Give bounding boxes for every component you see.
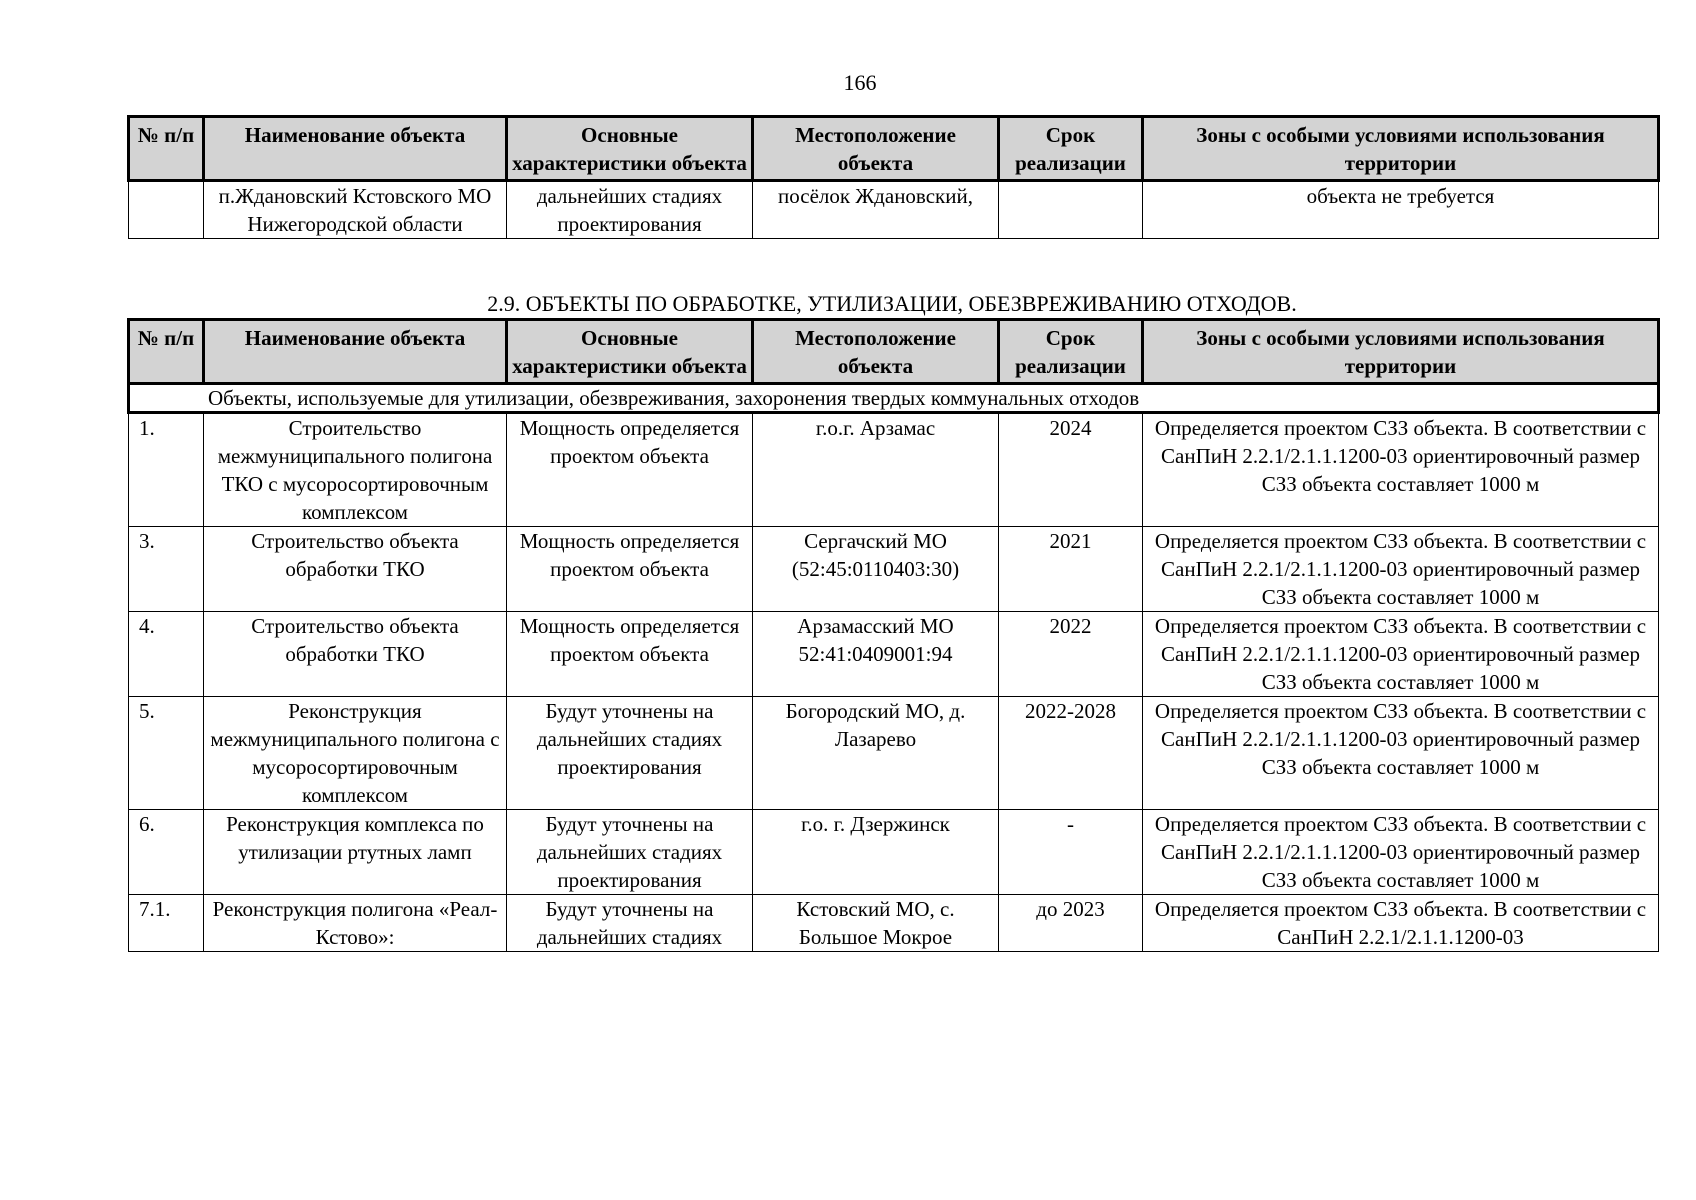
cell-zones: Определяется проектом СЗЗ объекта. В соответствии с СанПиН 2.2.1/2.1.1.1200-03 ориентировочный размер СЗЗ объекта составляет 1000 м	[1143, 413, 1659, 527]
cell-characteristics: Мощность определяется проектом объекта	[507, 413, 753, 527]
header-location: Местоположение объекта	[753, 320, 999, 384]
table-header-row	[129, 117, 1659, 181]
cell-name: Строительство межмуниципального полигона ТКО с мусоросортировочным комплексом	[204, 413, 507, 527]
cell-name: Строительство объекта обработки ТКО	[204, 612, 507, 697]
cell-term: 2021	[999, 527, 1143, 612]
cell-location: Сергачский МО (52:45:0110403:30)	[753, 527, 999, 612]
cell-term: 2022	[999, 612, 1143, 697]
cell-zones: Определяется проектом СЗЗ объекта. В соответствии с СанПиН 2.2.1/2.1.1.1200-03 ориентировочный размер СЗЗ объекта составляет 1000 м	[1143, 810, 1659, 895]
header-location: Местоположение объекта	[753, 117, 999, 181]
cell-characteristics: Будут уточнены на дальнейших стадиях проектирования	[507, 697, 753, 810]
cell-term	[999, 181, 1143, 239]
header-characteristics: Основные характеристики объекта	[507, 320, 753, 384]
header-name: Наименование объекта	[204, 320, 507, 384]
cell-location: г.о. г. Дзержинск	[753, 810, 999, 895]
header-zones: Зоны с особыми условиями использования территории	[1143, 320, 1659, 384]
cell-zones: Определяется проектом СЗЗ объекта. В соответствии с СанПиН 2.2.1/2.1.1.1200-03 ориентировочный размер СЗЗ объекта составляет 1000 м	[1143, 697, 1659, 810]
table-row	[129, 612, 1659, 697]
cell-number: 5.	[129, 697, 204, 810]
table-row	[129, 810, 1659, 895]
cell-characteristics: дальнейших стадиях проектирования	[507, 181, 753, 239]
section-title: 2.9. ОБЪЕКТЫ ПО ОБРАБОТКЕ, УТИЛИЗАЦИИ, ОБЕЗВРЕЖИВАНИЮ ОТХОДОВ.	[487, 291, 1297, 316]
header-zones: Зоны с особыми условиями использования территории	[1143, 117, 1659, 181]
table-row	[129, 895, 1659, 952]
cell-term: 2022-2028	[999, 697, 1143, 810]
table-row	[129, 413, 1659, 527]
cell-characteristics: Мощность определяется проектом объекта	[507, 612, 753, 697]
cell-zones: Определяется проектом СЗЗ объекта. В соответствии с СанПиН 2.2.1/2.1.1.1200-03 ориентировочный размер СЗЗ объекта составляет 1000 м	[1143, 527, 1659, 612]
page-number: 166	[843, 70, 877, 95]
cell-location: Кстовский МО, с. Большое Мокрое	[753, 895, 999, 952]
header-characteristics: Основные характеристики объекта	[507, 117, 753, 181]
cell-name: Строительство объекта обработки ТКО	[204, 527, 507, 612]
cell-zones: объекта не требуется	[1143, 181, 1659, 239]
table-row	[129, 181, 1659, 239]
cell-zones: Определяется проектом СЗЗ объекта. В соответствии с СанПиН 2.2.1/2.1.1.1200-03 ориентировочный размер СЗЗ объекта составляет 1000 м	[1143, 612, 1659, 697]
cell-term: -	[999, 810, 1143, 895]
table-row	[129, 697, 1659, 810]
continuation-table	[127, 115, 1660, 239]
cell-location: г.о.г. Арзамас	[753, 413, 999, 527]
cell-number: 1.	[129, 413, 204, 527]
table-row	[129, 527, 1659, 612]
header-number: № п/п	[129, 117, 204, 181]
cell-location: посёлок Ждановский,	[753, 181, 999, 239]
subheader-cell: Объекты, используемые для утилизации, обезвреживания, захоронения твердых коммунальных отходов	[129, 384, 1659, 413]
cell-zones: Определяется проектом СЗЗ объекта. В соответствии с СанПиН 2.2.1/2.1.1.1200-03	[1143, 895, 1659, 952]
cell-number	[129, 181, 204, 239]
cell-name: п.Ждановский Кстовского МО Нижегородской области	[204, 181, 507, 239]
cell-number: 6.	[129, 810, 204, 895]
cell-term: до 2023	[999, 895, 1143, 952]
cell-characteristics: Мощность определяется проектом объекта	[507, 527, 753, 612]
cell-number: 4.	[129, 612, 204, 697]
cell-location: Богородский МО, д. Лазарево	[753, 697, 999, 810]
header-term: Срок реализации	[999, 117, 1143, 181]
cell-number: 3.	[129, 527, 204, 612]
header-number: № п/п	[129, 320, 204, 384]
table-header-row	[129, 320, 1659, 384]
waste-objects-table	[127, 318, 1660, 952]
cell-number: 7.1.	[129, 895, 204, 952]
table-subheader-row	[129, 384, 1659, 413]
cell-characteristics: Будут уточнены на дальнейших стадиях проектирования	[507, 810, 753, 895]
cell-name: Реконструкция полигона «Реал-Кстово»:	[204, 895, 507, 952]
header-term: Срок реализации	[999, 320, 1143, 384]
cell-name: Реконструкция межмуниципального полигона с мусоросортировочным комплексом	[204, 697, 507, 810]
header-name: Наименование объекта	[204, 117, 507, 181]
cell-name: Реконструкция комплекса по утилизации ртутных ламп	[204, 810, 507, 895]
cell-term: 2024	[999, 413, 1143, 527]
cell-location: Арзамасский МО 52:41:0409001:94	[753, 612, 999, 697]
cell-characteristics: Будут уточнены на дальнейших стадиях	[507, 895, 753, 952]
